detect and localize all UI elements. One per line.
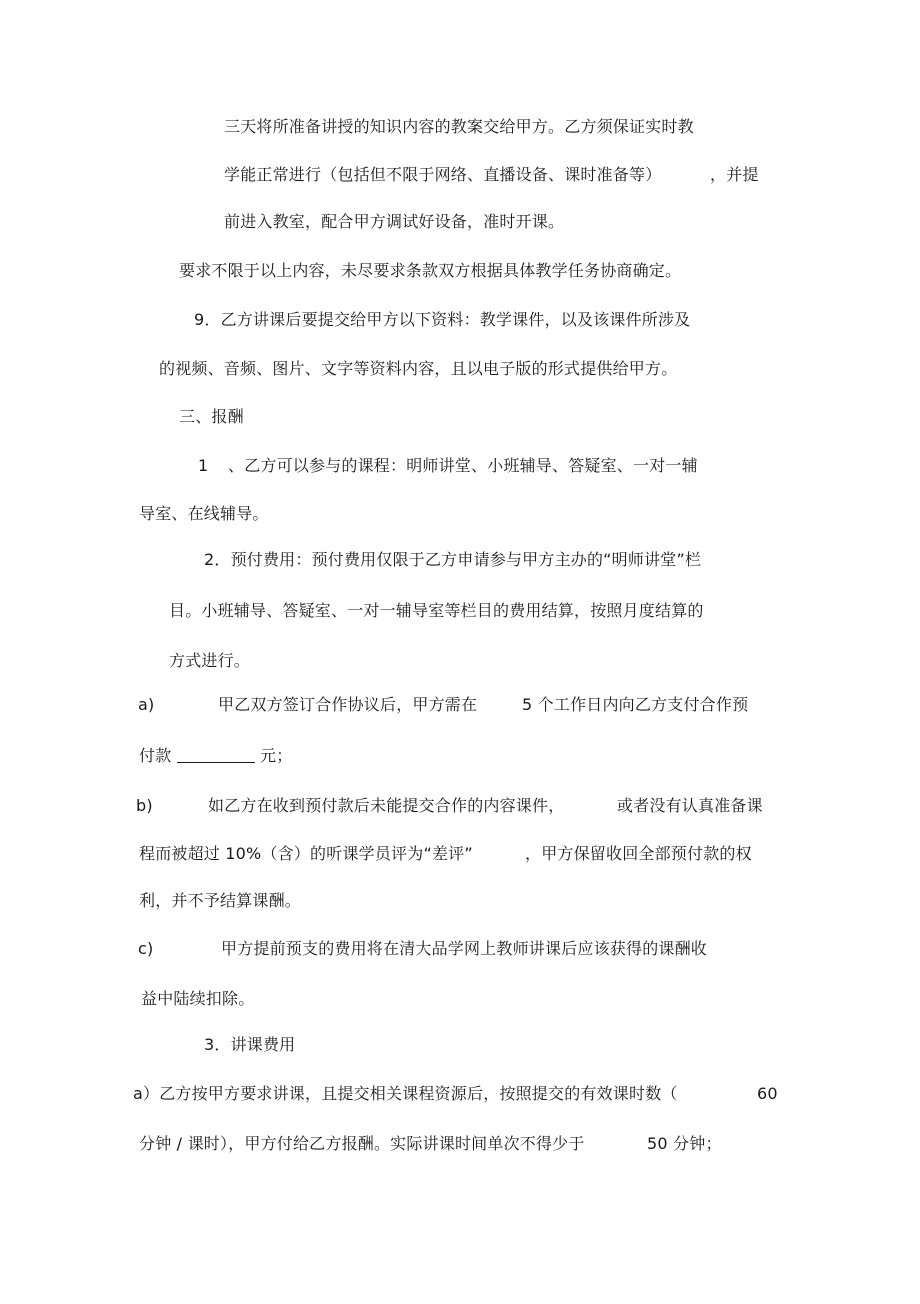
paragraph-line [522, 694, 748, 716]
paragraph-line [139, 745, 292, 767]
text-run: 利，并不予结算课酬。 [139, 891, 302, 910]
text-run: 60 [757, 1084, 778, 1103]
list-marker-c [138, 938, 153, 960]
paragraph-line [525, 843, 752, 865]
text-run: 、乙方可以参与的课程：明师讲堂、小班辅导、答疑室、一对一辅 [228, 456, 698, 475]
paragraph-line [228, 455, 698, 477]
text-run: 三天将所准备讲授的知识内容的教案交给甲方。乙方须保证实时教 [224, 117, 694, 136]
numbered-item-9 [194, 309, 690, 331]
paragraph-line [139, 503, 269, 525]
section-title: 三、报酬 [179, 407, 244, 426]
text-run: 导室、在线辅导。 [139, 504, 269, 523]
text-run: a）乙方按甲方要求讲课，且提交相关课程资源后，按照提交的有效课时数（ [133, 1084, 678, 1103]
list-marker-a [138, 694, 154, 716]
text-run: 要求不限于以上内容，未尽要求条款双方根据具体教学任务协商确定。 [179, 261, 682, 280]
paragraph-line [617, 795, 763, 817]
text-run: 2．预付费用：预付费用仅限于乙方申请参与甲方主办的“明师讲堂”栏 [204, 550, 702, 569]
text-run: 前进入教室，配合甲方调试好设备，准时开课。 [224, 212, 565, 231]
text-run: 5 个工作日内向乙方支付合作预 [522, 695, 749, 714]
text-run: 目。小班辅导、答疑室、一对一辅导室等栏目的费用结算，按照月度结算的 [169, 601, 704, 620]
paragraph-line [224, 211, 564, 233]
text-run: 分钟 / 课时），甲方付给乙方报酬。实际讲课时间单次不得少于 [139, 1134, 585, 1153]
paragraph-line [647, 1133, 722, 1155]
text-run: 甲乙双方签订合作协议后，甲方需在 [218, 695, 478, 714]
paragraph-line [141, 988, 254, 1010]
paragraph-line [224, 164, 661, 186]
paragraph-line [179, 260, 681, 282]
text-run: ，并提 [710, 165, 759, 184]
paragraph-line [221, 938, 707, 960]
text-run: 元； [260, 746, 293, 765]
text-run: 益中陆续扣除。 [141, 989, 255, 1008]
text-run: 9．乙方讲课后要提交给甲方以下资料：教学课件，以及该课件所涉及 [194, 310, 691, 329]
text-run: 如乙方在收到预付款后未能提交合作的内容课件， [208, 796, 565, 815]
paragraph-line [159, 358, 677, 380]
section-heading [179, 406, 244, 428]
text-run: 的视频、音频、图片、文字等资料内容，且以电子版的形式提供给甲方。 [159, 359, 678, 378]
item-marker: a) [138, 695, 155, 714]
paragraph-line [139, 890, 301, 912]
item-number: 1 [198, 456, 209, 475]
paragraph-line [710, 164, 759, 186]
paragraph-line [169, 600, 704, 622]
paragraph-line [757, 1083, 778, 1105]
numbered-item-3 [204, 1034, 295, 1056]
item-marker: b) [136, 796, 153, 815]
text-run: 3．讲课费用 [204, 1035, 296, 1054]
numbered-item-2 [204, 549, 701, 571]
text-run: 学能正常进行（包括但不限于网络、直播设备、课时准备等） [224, 165, 662, 184]
item-marker: c) [138, 939, 154, 958]
paragraph-line [208, 795, 564, 817]
text-run: 程而被超过 10%（含）的听课学员评为“差评” [139, 844, 473, 863]
text-run: 付款 [139, 746, 172, 765]
paragraph-line [218, 694, 477, 716]
text-run: 甲方提前预支的费用将在清大品学网上教师讲课后应该获得的课酬收 [221, 939, 708, 958]
text-run: 50 分钟； [647, 1134, 722, 1153]
text-run: 方式进行。 [169, 651, 251, 670]
paragraph-line [169, 650, 250, 672]
paragraph-line [139, 843, 473, 865]
fill-in-blank [177, 746, 255, 763]
text-run: 或者没有认真准备课 [617, 796, 763, 815]
paragraph-line [139, 1133, 585, 1155]
paragraph-line [224, 116, 694, 138]
numbered-item-1 [198, 455, 208, 477]
text-run: ，甲方保留收回全部预付款的权 [525, 844, 752, 863]
list-marker-b [136, 795, 153, 817]
paragraph-line [133, 1083, 678, 1105]
